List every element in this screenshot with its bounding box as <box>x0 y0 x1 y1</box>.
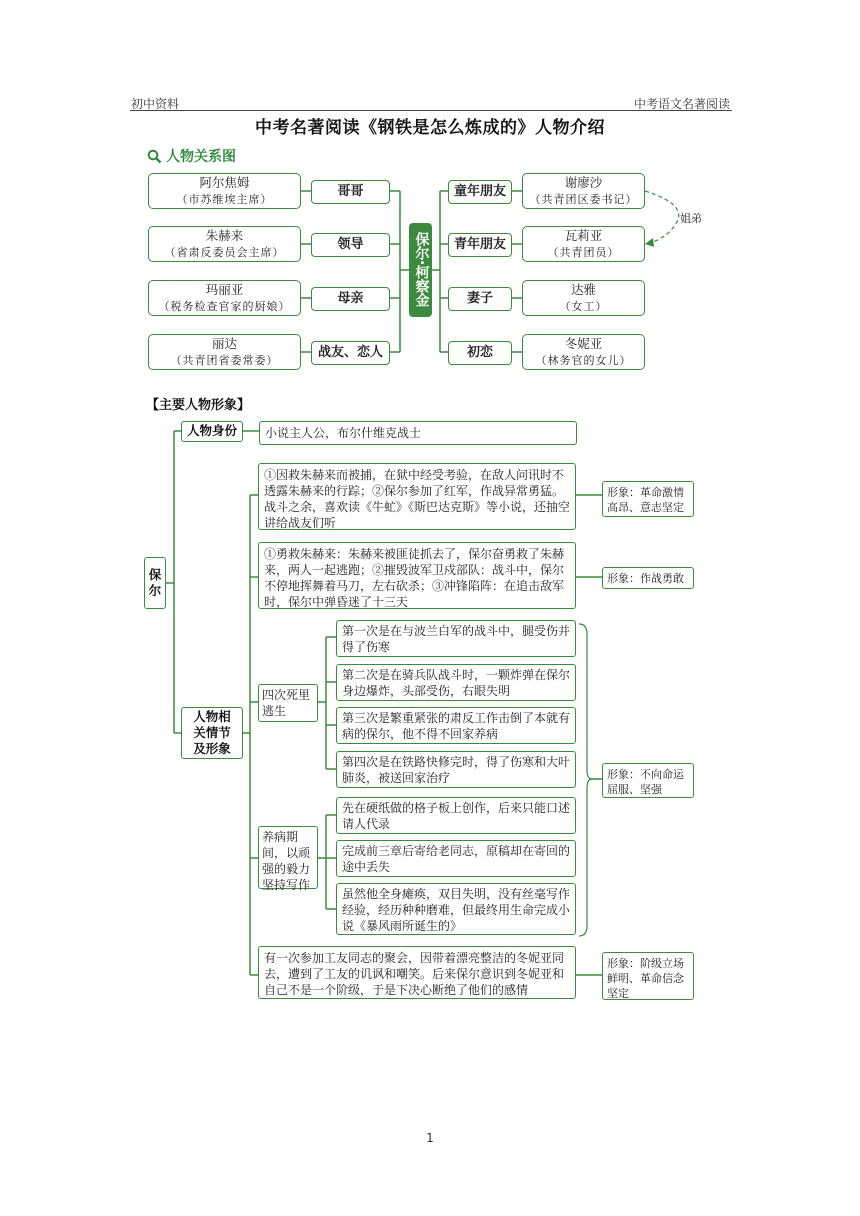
person-desc: （省肃反委员会主席） <box>164 246 285 259</box>
plot-box-2: ①勇救朱赫来：朱赫来被匪徒抓去了，保尔奋勇救了朱赫来，两人一起逃跑；②摧毁波军卫戍部队：战斗中，保尔不停地挥舞着马刀，左右砍杀；③冲锋陷阵：在追击敌军时，保尔中弹昏迷了十三天 <box>258 542 576 609</box>
escape-item-4: 第四次是在铁路快修完时，得了伤寒和大叶肺炎，被送回家治疗 <box>336 751 576 788</box>
person-name: 朱赫来 <box>205 228 244 243</box>
escape-item-3: 第三次是繁重紧张的肃反工作击倒了本就有病的保尔，他不得不回家养病 <box>336 707 576 744</box>
writing-item-3: 虽然他全身瘫痪，双目失明，没有丝毫写作经验，经历种种磨难，但最终用生命完成小说《暴风雨所诞生的》 <box>336 883 576 935</box>
page-number: 1 <box>426 1131 434 1145</box>
person-desc: （共青团省委常委） <box>170 354 279 367</box>
relation-heading <box>147 146 236 166</box>
person-box-lida <box>148 334 301 370</box>
identity-text: 小说主人公，布尔什维克战士 <box>259 421 577 445</box>
relation-heading-text: 人物关系图 <box>166 149 236 165</box>
writing-item-2: 完成前三章后寄给老同志，原稿却在寄回的途中丢失 <box>336 840 576 877</box>
identity-label: 人物身份 <box>181 421 243 442</box>
center-character: 保尔·柯察金 <box>409 223 432 317</box>
root-node: 保尔 <box>144 557 166 609</box>
person-name: 丽达 <box>211 336 237 351</box>
sibling-note: 姐弟 <box>680 212 702 225</box>
person-box-maliya <box>148 280 301 316</box>
escape-item-1: 第一次是在与波兰白军的战斗中，腿受伤并得了伤寒 <box>336 620 576 657</box>
person-desc: （税务检查官家的厨娘） <box>158 300 291 313</box>
relation-label-leader: 领导 <box>311 233 390 257</box>
escape-label: 四次死里逃生 <box>258 684 318 722</box>
person-desc: （共青团员） <box>547 246 620 259</box>
plot-box-1: ①因救朱赫来而被捕，在狱中经受考验，在敌人问讯时不透露朱赫来的行踪；②保尔参加了红军，作战异常勇猛。战斗之余，喜欢读《牛虻》《斯巴达克斯》等小说，还抽空讲给战友们听 <box>258 463 576 530</box>
person-box-dongniya <box>522 334 645 370</box>
image-label-last: 形象：阶级立场鲜明、革命信念坚定 <box>602 952 694 1000</box>
person-name: 阿尔焦姆 <box>199 175 250 190</box>
header-rule <box>130 110 732 111</box>
person-name: 玛丽亚 <box>205 282 244 297</box>
person-box-zhuhelai <box>148 226 301 262</box>
relation-label-first-love: 初恋 <box>448 341 512 365</box>
magnifier-icon <box>147 149 162 164</box>
person-box-xieliaosha <box>522 173 645 209</box>
person-name: 冬妮亚 <box>564 336 603 351</box>
relation-label-wife: 妻子 <box>448 287 512 311</box>
relation-label-brother: 哥哥 <box>311 180 390 204</box>
relation-label-youth-friend: 青年朋友 <box>448 233 512 257</box>
header-right: 中考语文名著阅读 <box>633 97 730 111</box>
person-box-aerjiaomu <box>148 173 301 209</box>
person-box-daya <box>522 280 645 316</box>
image-section-heading: 【主要人物形象】 <box>146 398 251 413</box>
person-desc: （共青团区委书记） <box>529 193 638 206</box>
person-name: 达雅 <box>570 282 596 297</box>
relation-label-mother: 母亲 <box>311 287 390 311</box>
image-label-1: 形象：革命激情高昂、意志坚定 <box>602 481 694 517</box>
person-desc: （市苏维埃主席） <box>176 193 273 206</box>
person-name: 谢廖沙 <box>564 175 603 190</box>
plots-label: 人物相关情节及形象 <box>181 707 243 759</box>
writing-item-1: 先在硬纸做的格子板上创作，后来只能口述请人代录 <box>336 797 576 834</box>
image-label-combined: 形象：不向命运屈服、坚强 <box>602 763 694 798</box>
page-title: 中考名著阅读《钢铁是怎么炼成的》人物介绍 <box>255 118 605 138</box>
image-label-2: 形象：作战勇敢 <box>602 567 694 589</box>
relation-label-comrade-lover: 战友、恋人 <box>311 341 390 365</box>
escape-item-2: 第二次是在骑兵队战斗时，一颗炸弹在保尔身边爆炸，头部受伤，右眼失明 <box>336 664 576 701</box>
plot-box-last: 有一次参加工友同志的聚会，因带着漂亮整洁的冬妮亚同去，遭到了工友的讥讽和嘲笑。后来保尔意识到冬妮亚和自己不是一个阶级，于是下决心断绝了他们的感情 <box>258 946 576 999</box>
writing-label: 养病期间，以顽强的毅力坚持写作 <box>258 826 318 889</box>
relation-label-childhood-friend: 童年朋友 <box>448 180 512 204</box>
person-desc: （林务官的女儿） <box>535 354 632 367</box>
person-desc: （女工） <box>559 300 608 313</box>
person-name: 瓦莉亚 <box>564 228 603 243</box>
header-left: 初中资料 <box>131 97 180 111</box>
person-box-waliya <box>522 226 645 262</box>
